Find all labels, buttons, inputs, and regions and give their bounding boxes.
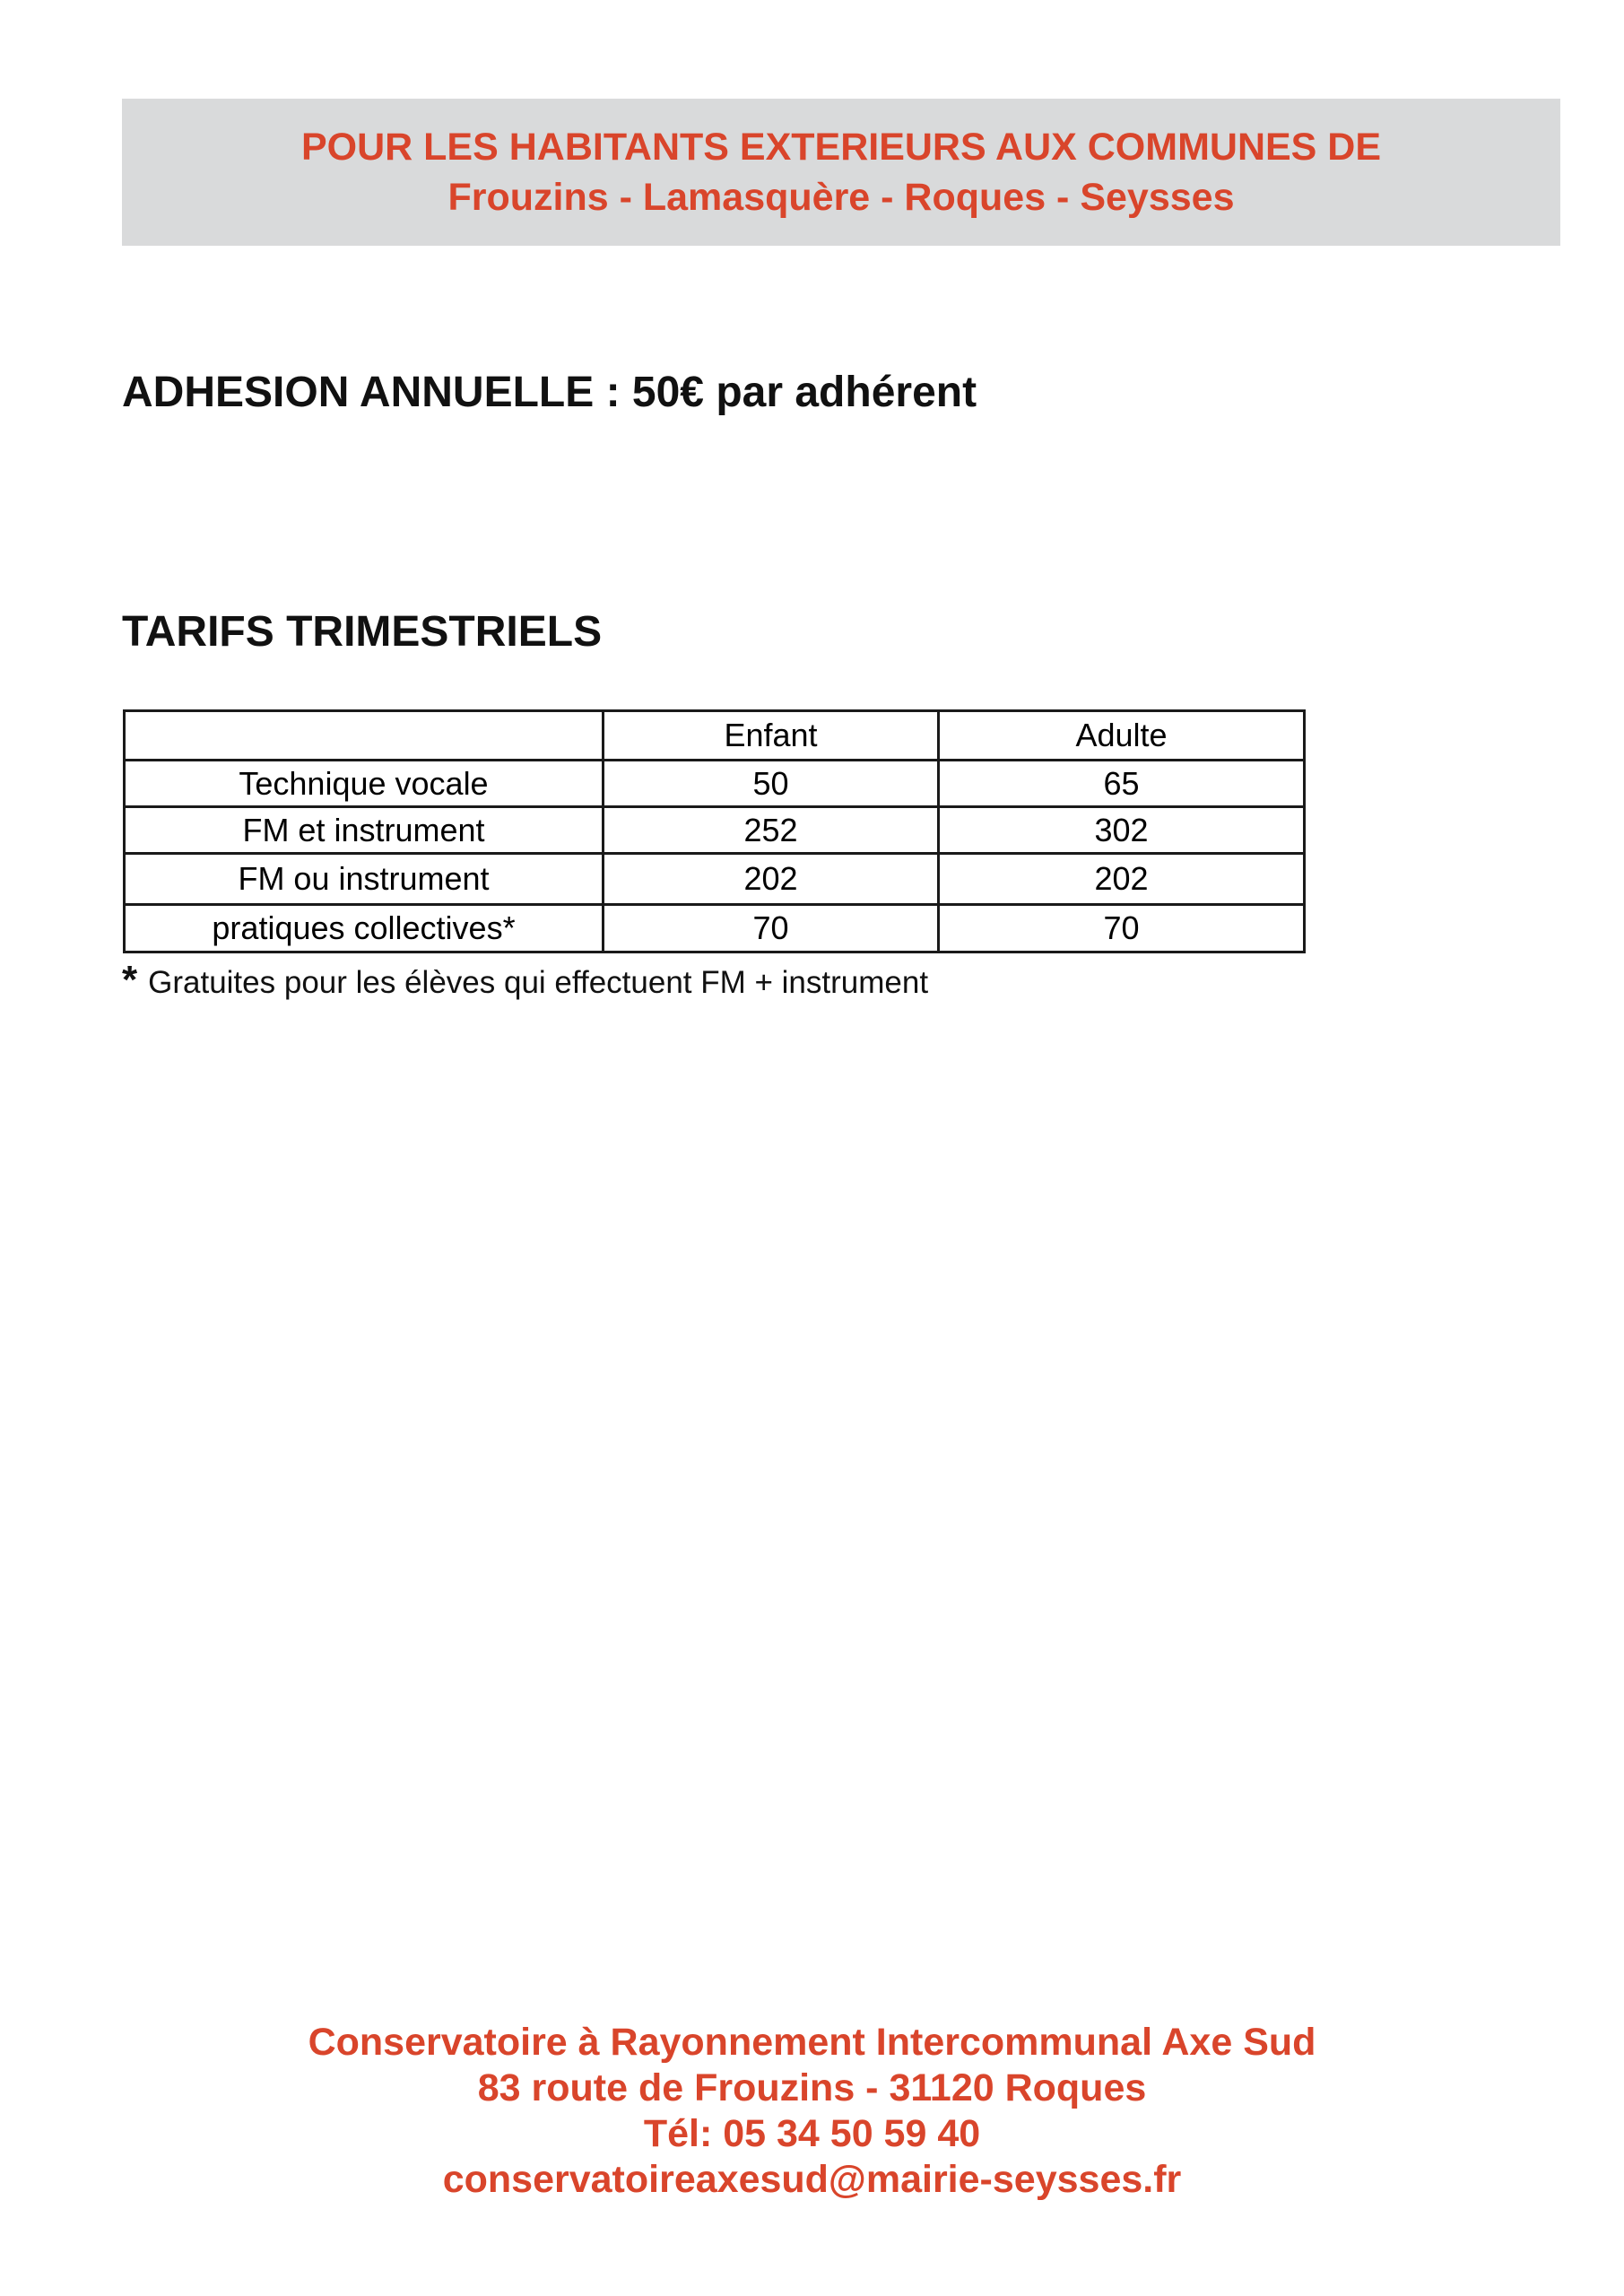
table-row	[125, 854, 1305, 905]
table-header-enfant: Enfant	[604, 711, 939, 761]
footer-phone: Tél: 05 34 50 59 40	[643, 2112, 981, 2155]
row-adulte-price: 202	[939, 854, 1305, 905]
table-row	[125, 807, 1305, 854]
table-header-empty	[125, 711, 604, 761]
header-banner	[122, 99, 1560, 246]
header-title-line1: POUR LES HABITANTS EXTERIEURS AUX COMMUNES DE	[300, 126, 1382, 169]
row-label: Technique vocale	[125, 761, 604, 807]
row-enfant-price: 50	[604, 761, 939, 807]
header-title-line2: Frouzins - Lamasquère - Roques - Seysses	[447, 176, 1235, 219]
row-label: FM ou instrument	[125, 854, 604, 905]
row-label: pratiques collectives*	[125, 905, 604, 952]
table-row	[125, 905, 1305, 952]
table-header-row	[125, 711, 1305, 761]
table-header-adulte: Adulte	[939, 711, 1305, 761]
row-enfant-price: 70	[604, 905, 939, 952]
row-adulte-price: 65	[939, 761, 1305, 807]
footnote-marker: *	[122, 958, 138, 1002]
footer-org-name: Conservatoire à Rayonnement Intercommunal Axe Sud	[308, 2021, 1316, 2064]
footer-contact	[0, 2020, 1624, 2203]
row-enfant-price: 252	[604, 807, 939, 854]
footnote	[122, 958, 928, 1003]
footer-address: 83 route de Frouzins - 31120 Roques	[477, 2066, 1147, 2109]
row-enfant-price: 202	[604, 854, 939, 905]
footnote-text: Gratuites pour les élèves qui effectuent FM + instrument	[148, 965, 929, 1000]
table-row	[125, 761, 1305, 807]
row-adulte-price: 70	[939, 905, 1305, 952]
tarifs-table	[123, 709, 1306, 953]
footer-email: conservatoireaxesud@mairie-seysses.fr	[442, 2158, 1182, 2201]
adhesion-heading: ADHESION ANNUELLE : 50€ par adhérent	[122, 369, 977, 416]
row-adulte-price: 302	[939, 807, 1305, 854]
row-label: FM et instrument	[125, 807, 604, 854]
tarifs-heading: TARIFS TRIMESTRIELS	[122, 608, 603, 656]
